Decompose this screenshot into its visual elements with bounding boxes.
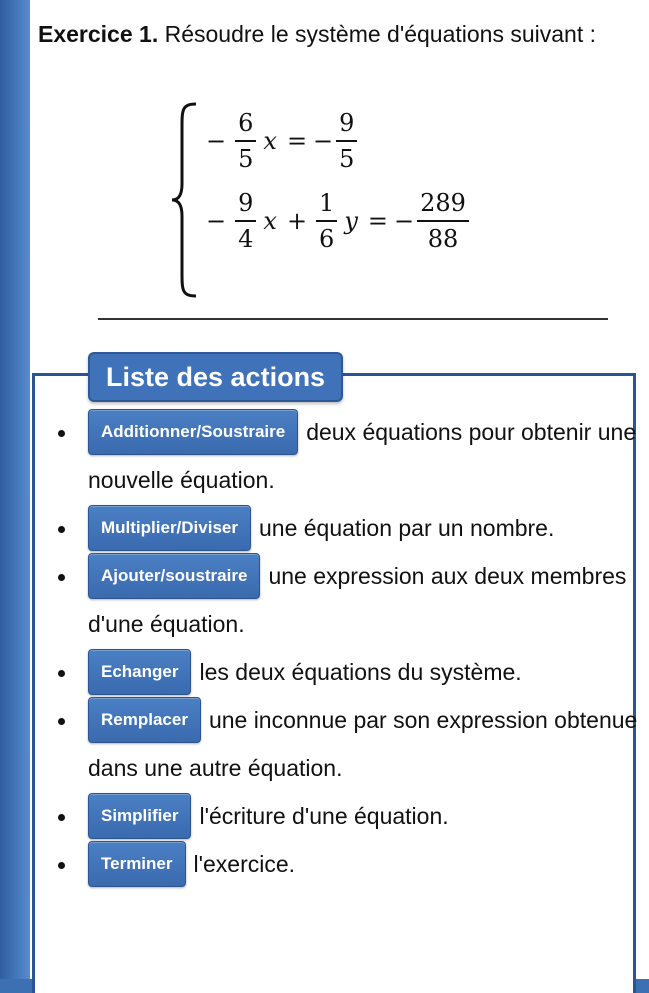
exercise-page (30, 0, 649, 979)
coefficient-x (235, 108, 256, 174)
fraction-numerator: 9 (336, 108, 357, 142)
action-item-substitute (50, 696, 640, 792)
finish-button[interactable]: Terminer (88, 841, 186, 887)
separator-line (98, 318, 608, 320)
swap-equations-button[interactable]: Echanger (88, 649, 191, 695)
equation-system (170, 100, 570, 300)
bullet-icon (58, 814, 65, 821)
multiply-divide-button[interactable]: Multiplier/Diviser (88, 505, 251, 551)
coefficient-x (235, 188, 256, 254)
fraction-numerator: 9 (235, 188, 256, 222)
fraction-numerator: 289 (417, 188, 469, 222)
variable-y: y (344, 207, 358, 235)
fraction-denominator: 5 (339, 145, 355, 173)
action-description: les deux équations du système. (199, 659, 522, 685)
fraction-denominator: 4 (238, 225, 254, 253)
plus-sign: + (286, 207, 308, 235)
coefficient-y (316, 188, 337, 254)
simplify-button[interactable]: Simplifier (88, 793, 191, 839)
action-description: l'exercice. (193, 851, 296, 877)
variable-x: x (263, 207, 277, 235)
bullet-icon (58, 430, 65, 437)
bullet-icon (58, 862, 65, 869)
fraction-numerator: 1 (316, 188, 337, 222)
fraction-denominator: 5 (238, 145, 254, 173)
substitute-button[interactable]: Remplacer (88, 697, 201, 743)
exercise-title (38, 12, 638, 56)
equation-2 (200, 188, 472, 254)
actions-list (50, 408, 640, 888)
equals-sign: = (367, 207, 388, 235)
action-item-multiply-divide (50, 504, 640, 552)
exercise-number: Exercice 1. (38, 21, 159, 47)
action-item-add-expression (50, 552, 640, 648)
left-side-strip (0, 0, 30, 979)
bullet-icon (58, 718, 65, 725)
bullet-icon (58, 574, 65, 581)
minus-sign: − (394, 207, 415, 235)
right-hand-side (336, 108, 357, 174)
action-item-swap (50, 648, 640, 696)
action-description: deux équations pour obtenir une nouvelle équation. (88, 419, 637, 493)
action-description: une équation par un nombre. (258, 515, 555, 541)
add-subtract-equations-button[interactable]: Additionner/Soustraire (88, 409, 298, 455)
action-description: l'écriture d'une équation. (199, 803, 449, 829)
actions-panel-legend: Liste des actions (88, 352, 343, 402)
equation-1 (200, 108, 360, 174)
action-item-add-subtract (50, 408, 640, 504)
equals-sign: = (286, 127, 308, 155)
minus-sign: − (206, 127, 227, 155)
minus-sign: − (206, 207, 227, 235)
fraction-denominator: 6 (319, 225, 335, 253)
variable-x: x (263, 127, 277, 155)
bullet-icon (58, 670, 65, 677)
fraction-denominator: 88 (427, 225, 459, 253)
system-brace (170, 100, 200, 300)
action-description: une inconnue par son expression obtenue dans une autre équation. (88, 707, 638, 781)
exercise-instruction: Résoudre le système d'équations suivant : (158, 21, 597, 47)
minus-sign: − (313, 127, 334, 155)
action-item-simplify (50, 792, 640, 840)
bullet-icon (58, 526, 65, 533)
action-item-finish (50, 840, 640, 888)
fraction-numerator: 6 (235, 108, 256, 142)
right-hand-side (417, 188, 469, 254)
add-expression-button[interactable]: Ajouter/soustraire (88, 553, 260, 599)
action-description: une expression aux deux membres d'une équation. (88, 563, 627, 637)
